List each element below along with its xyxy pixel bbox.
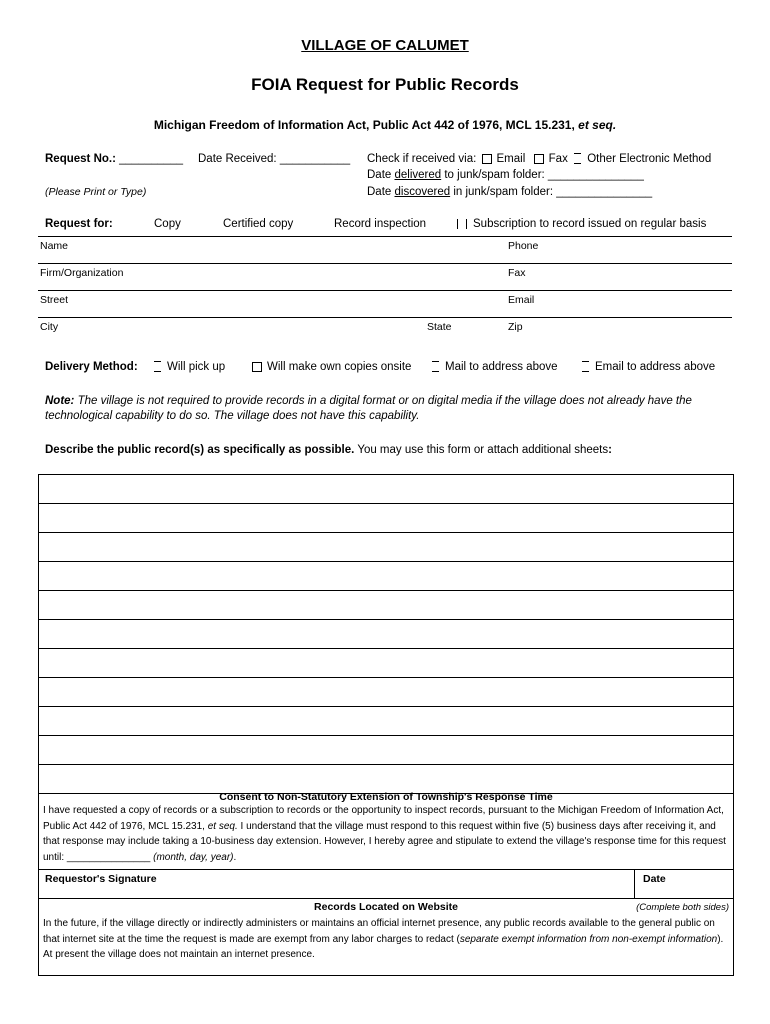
consent-section [38,789,734,976]
website-section [39,898,733,975]
print-note: (Please Print or Type) [45,186,147,198]
street-field[interactable]: Street [40,294,69,306]
option-subscription[interactable]: Subscription to record issued on regular basis [457,218,706,230]
email-field[interactable]: Email [508,294,535,306]
description-line[interactable] [39,620,733,649]
description-line[interactable] [39,736,733,765]
description-line[interactable] [39,562,733,591]
subscription-checkbox[interactable] [457,219,467,229]
zip-field[interactable]: Zip [508,321,523,333]
signature-row[interactable] [39,869,733,898]
name-field[interactable]: Name [40,240,69,252]
email-delivery-checkbox[interactable] [582,361,589,372]
contact-row-city[interactable] [38,318,732,344]
state-field[interactable]: State [427,321,452,333]
email-checkbox[interactable] [482,154,492,164]
description-line[interactable] [39,591,733,620]
delivery-email[interactable]: Email to address above [582,361,715,373]
option-copy[interactable]: Copy [154,218,181,230]
signature-date[interactable]: Date [634,870,733,898]
description-line[interactable] [39,475,733,504]
own-copies-checkbox[interactable] [252,362,262,372]
consent-text: I have requested a copy of records or a subscription to records or the opportunity to inspect records, pursuant to the Michigan Freedom of Information Act, Public Act 442 of 1976, MCL 15.231, et seq. I understand that the village must respond to this request within five (5) business days after receiving it, and that response may include taking a 10-business day extension. However, I hereby agree and stipulate to extend the village's response time for this request until: _______________ (month, day, year). [43,805,726,863]
received-via: Check if received via: Email Fax Other Electronic Method [367,153,712,165]
date-delivered-junk[interactable]: Date delivered to junk/spam folder: _______________ [367,169,644,181]
signature-label[interactable]: Requestor's Signature [45,873,157,885]
description-line[interactable] [39,533,733,562]
description-box[interactable] [38,474,734,794]
mail-checkbox[interactable] [432,361,439,372]
website-text: In the future, if the village directly or indirectly administers or maintains an official internet presence, any public records available to the general public on that internet site at the time the request is made are exempt from any labor charges to redact (separate exempt information from non-exempt information). At present the village does not maintain an internet presence. [43,918,724,960]
delivery-pickup[interactable]: Will pick up [154,361,225,373]
description-line[interactable] [39,707,733,736]
contact-grid [38,236,732,344]
consent-title: Consent to Non-Statutory Extension of Township's Response Time [219,791,553,803]
request-number[interactable]: Request No.: __________ [45,153,184,165]
contact-row-street[interactable] [38,291,732,318]
firm-field[interactable]: Firm/Organization [40,267,124,279]
website-title: Records Located on Website [314,901,458,913]
delivery-own-copies[interactable]: Will make own copies onsite [250,361,411,373]
contact-row-name[interactable] [38,236,732,264]
contact-row-firm[interactable] [38,264,732,291]
website-note: (Complete both sides) [636,902,729,913]
request-for-label: Request for: [45,218,113,230]
fax-field[interactable]: Fax [508,267,526,279]
describe-prompt: Describe the public record(s) as specifically as possible. You may use this form or attach additional sheets: [45,444,612,456]
date-discovered-junk[interactable]: Date discovered in junk/spam folder: _______________ [367,186,653,198]
fax-checkbox[interactable] [534,154,544,164]
phone-field[interactable]: Phone [508,240,539,252]
description-line[interactable] [39,649,733,678]
option-certified-copy[interactable]: Certified copy [223,218,294,230]
note-text: Note: The village is not required to provide records in a digital format or on digital media if the village does not already have the technological capability to do so. The village does not have this capability. [45,395,692,422]
description-line[interactable] [39,504,733,533]
village-title: VILLAGE OF CALUMET [301,37,469,54]
form-title: FOIA Request for Public Records [251,75,519,94]
description-line[interactable] [39,678,733,707]
form-subtitle: Michigan Freedom of Information Act, Public Act 442 of 1976, MCL 15.231, et seq. [153,118,617,132]
delivery-method-label: Delivery Method: [45,361,138,373]
date-received[interactable]: Date Received: ___________ [198,153,351,165]
delivery-mail[interactable]: Mail to address above [432,361,558,373]
other-method-checkbox[interactable] [574,153,581,164]
city-field[interactable]: City [40,321,59,333]
pickup-checkbox[interactable] [154,361,161,372]
option-record-inspection[interactable]: Record inspection [334,218,427,230]
